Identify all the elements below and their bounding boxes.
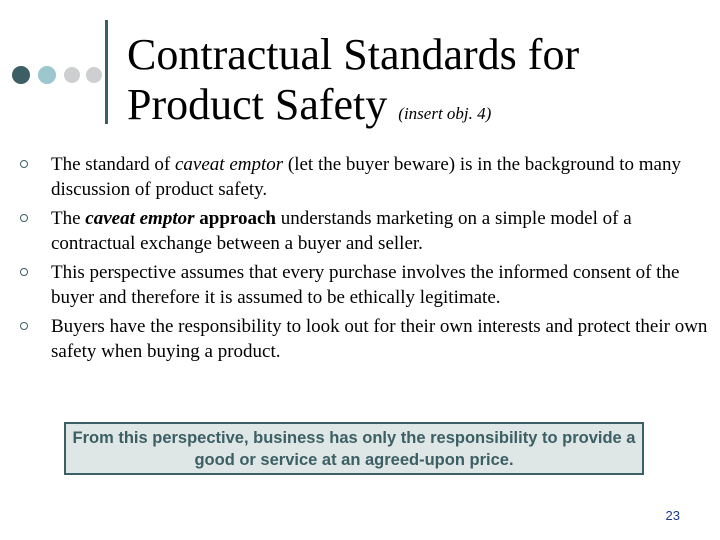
bullet-item [20, 314, 710, 364]
slide-title [127, 30, 687, 139]
slide-title-note: (insert obj. 4) [398, 104, 492, 123]
bullet-text-segment: This perspective assumes that every purchase involves the informed consent of the buyer and therefore it is assumed to be ethically legitimate. [51, 262, 680, 308]
callout-text: From this perspective, business has only the responsibility to provide a good or service at an agreed-upon price. [72, 428, 636, 469]
dot-light-blue-icon [38, 66, 56, 84]
bullet-item [20, 152, 710, 202]
dot-grey-icon [86, 67, 102, 83]
bullet-item [20, 260, 710, 310]
dot-grey-icon [64, 67, 80, 83]
hollow-circle-bullet-icon [20, 268, 28, 276]
bullet-list [20, 152, 710, 368]
bullet-text-segment: Buyers have the responsibility to look out for their own interests and protect their own safety when buying a product. [51, 316, 708, 362]
page-number: 23 [665, 508, 680, 523]
bullet-text-segment: The standard of [51, 154, 175, 175]
callout-box [64, 422, 644, 475]
bullet-item [20, 206, 710, 256]
dot-dark-icon [12, 66, 30, 84]
hollow-circle-bullet-icon [20, 322, 28, 330]
hollow-circle-bullet-icon [20, 160, 28, 168]
bullet-text-segment: understands marketing on a simple model of a contractual exchange between a buyer and seller. [51, 208, 632, 254]
bullet-text-segment: The [51, 208, 86, 229]
bullet-text-segment: approach [194, 208, 276, 229]
hollow-circle-bullet-icon [20, 214, 28, 222]
bullet-text-segment: (let the buyer beware) is in the background to many discussion of product safety. [51, 154, 681, 200]
bullet-text-segment: caveat emptor [174, 154, 284, 175]
slide-title-main: Contractual Standards for Product Safety [127, 30, 580, 129]
title-divider [105, 20, 108, 124]
bullet-text-segment: caveat emptor [85, 208, 195, 229]
decorative-dots [12, 64, 102, 86]
